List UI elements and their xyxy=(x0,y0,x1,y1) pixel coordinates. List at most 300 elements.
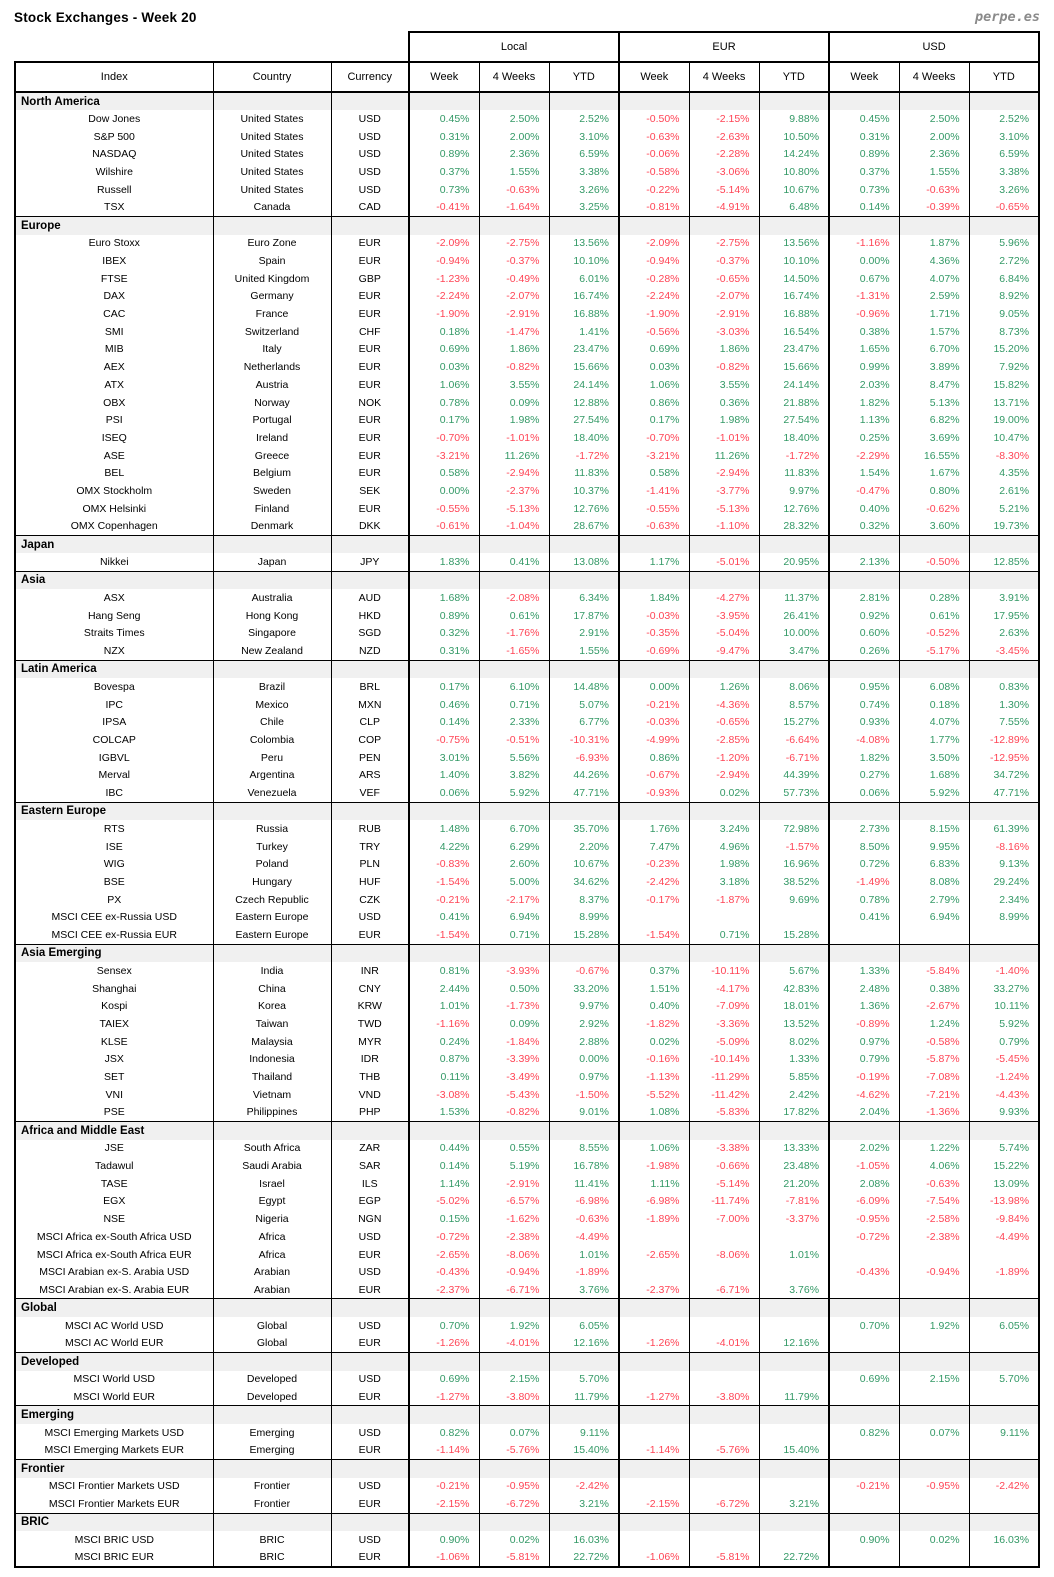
index-cell: BEL xyxy=(15,464,213,482)
value-cell: 1.41% xyxy=(549,323,619,341)
index-cell: MSCI World USD xyxy=(15,1371,213,1389)
value-cell: -0.72% xyxy=(409,1228,479,1246)
currency-cell: ILS xyxy=(331,1175,409,1193)
country-cell: United States xyxy=(213,146,331,164)
section-cell xyxy=(689,1459,759,1477)
section-label: Frontier xyxy=(15,1459,213,1477)
value-cell: 1.24% xyxy=(899,1015,969,1033)
value-cell: 6.70% xyxy=(479,820,549,838)
index-cell: EGX xyxy=(15,1193,213,1211)
country-cell: China xyxy=(213,980,331,998)
value-cell: 16.96% xyxy=(759,856,829,874)
value-cell: -1.82% xyxy=(619,1015,689,1033)
section-cell xyxy=(479,535,549,553)
value-cell: -2.09% xyxy=(409,235,479,253)
index-cell: TSX xyxy=(15,199,213,217)
country-cell: Australia xyxy=(213,589,331,607)
section-cell xyxy=(409,1459,479,1477)
col-header-week: Week xyxy=(829,62,899,92)
value-cell: 1.01% xyxy=(409,998,479,1016)
value-cell: 0.97% xyxy=(829,1033,899,1051)
currency-cell: IDR xyxy=(331,1051,409,1069)
value-cell: -1.89% xyxy=(969,1263,1039,1281)
section-cell xyxy=(213,1406,331,1424)
value-cell: 0.78% xyxy=(829,891,899,909)
section-cell xyxy=(619,1459,689,1477)
section-cell xyxy=(213,660,331,678)
index-cell: Hang Seng xyxy=(15,607,213,625)
value-cell: 3.10% xyxy=(549,128,619,146)
country-cell: United Kingdom xyxy=(213,270,331,288)
value-cell: 5.96% xyxy=(969,235,1039,253)
value-cell: 1.51% xyxy=(619,980,689,998)
value-cell: -6.71% xyxy=(479,1281,549,1299)
value-cell: 0.18% xyxy=(899,696,969,714)
value-cell: 0.45% xyxy=(829,110,899,128)
value-cell: 2.48% xyxy=(829,980,899,998)
value-cell xyxy=(829,1549,899,1567)
index-cell: Dow Jones xyxy=(15,110,213,128)
table-row xyxy=(15,838,1039,856)
section-cell xyxy=(689,92,759,110)
section-cell xyxy=(969,1406,1039,1424)
section-cell xyxy=(549,1121,619,1139)
value-cell xyxy=(899,1246,969,1264)
value-cell: 29.24% xyxy=(969,873,1039,891)
index-cell: Shanghai xyxy=(15,980,213,998)
value-cell: -9.47% xyxy=(689,642,759,660)
value-cell: -6.72% xyxy=(479,1495,549,1513)
country-cell: Saudi Arabia xyxy=(213,1157,331,1175)
value-cell: 2.63% xyxy=(969,625,1039,643)
value-cell: 0.17% xyxy=(409,678,479,696)
index-cell: Sensex xyxy=(15,962,213,980)
value-cell: 47.71% xyxy=(549,784,619,802)
value-cell: 13.52% xyxy=(759,1015,829,1033)
country-cell: Austria xyxy=(213,376,331,394)
section-cell xyxy=(213,1121,331,1139)
value-cell: 1.82% xyxy=(829,394,899,412)
table-row xyxy=(15,411,1039,429)
value-cell: 2.50% xyxy=(479,110,549,128)
value-cell xyxy=(829,1246,899,1264)
section-cell xyxy=(331,944,409,962)
value-cell: -2.09% xyxy=(619,235,689,253)
value-cell xyxy=(969,1335,1039,1353)
value-cell: -6.93% xyxy=(549,749,619,767)
value-cell: -4.08% xyxy=(829,731,899,749)
currency-cell: SGD xyxy=(331,625,409,643)
value-cell: -0.21% xyxy=(829,1478,899,1496)
country-cell: Africa xyxy=(213,1228,331,1246)
value-cell: -2.28% xyxy=(689,146,759,164)
value-cell: 1.76% xyxy=(619,820,689,838)
value-cell: 14.24% xyxy=(759,146,829,164)
index-cell: MSCI Emerging Markets EUR xyxy=(15,1442,213,1460)
section-cell xyxy=(899,1406,969,1424)
value-cell: 9.01% xyxy=(549,1104,619,1122)
table-row xyxy=(15,1193,1039,1211)
value-cell: -0.63% xyxy=(549,1210,619,1228)
value-cell: 0.24% xyxy=(409,1033,479,1051)
section-cell xyxy=(899,216,969,234)
section-cell xyxy=(899,1459,969,1477)
value-cell: -2.07% xyxy=(689,288,759,306)
value-cell: -0.52% xyxy=(899,625,969,643)
group-header-usd: USD xyxy=(829,32,1039,62)
value-cell: 5.70% xyxy=(549,1371,619,1389)
value-cell: 2.52% xyxy=(969,110,1039,128)
value-cell xyxy=(619,1478,689,1496)
value-cell xyxy=(969,926,1039,944)
value-cell: -0.72% xyxy=(829,1228,899,1246)
value-cell: -0.94% xyxy=(479,1263,549,1281)
value-cell: 0.06% xyxy=(829,784,899,802)
table-row xyxy=(15,856,1039,874)
value-cell: 10.67% xyxy=(549,856,619,874)
value-cell: 2.03% xyxy=(829,376,899,394)
section-cell xyxy=(759,660,829,678)
index-cell: ASE xyxy=(15,447,213,465)
value-cell: 0.69% xyxy=(409,341,479,359)
value-cell: 0.69% xyxy=(409,1371,479,1389)
value-cell: -4.43% xyxy=(969,1086,1039,1104)
value-cell: -6.98% xyxy=(549,1193,619,1211)
index-cell: MSCI Frontier Markets USD xyxy=(15,1478,213,1496)
value-cell: 9.97% xyxy=(549,998,619,1016)
value-cell: 0.06% xyxy=(409,784,479,802)
value-cell: 0.80% xyxy=(899,482,969,500)
value-cell: -0.50% xyxy=(899,553,969,571)
value-cell: 10.67% xyxy=(759,181,829,199)
table-row xyxy=(15,500,1039,518)
index-cell: MSCI AC World USD xyxy=(15,1317,213,1335)
value-cell: -8.30% xyxy=(969,447,1039,465)
country-cell: Sweden xyxy=(213,482,331,500)
value-cell: 3.91% xyxy=(969,589,1039,607)
value-cell: -0.41% xyxy=(409,199,479,217)
value-cell: -3.06% xyxy=(689,163,759,181)
table-row xyxy=(15,749,1039,767)
country-cell: Czech Republic xyxy=(213,891,331,909)
value-cell: -1.41% xyxy=(619,482,689,500)
value-cell: 0.38% xyxy=(899,980,969,998)
value-cell: 33.20% xyxy=(549,980,619,998)
value-cell: -6.71% xyxy=(689,1281,759,1299)
table-row xyxy=(15,447,1039,465)
currency-cell: USD xyxy=(331,1263,409,1281)
country-cell: Global xyxy=(213,1335,331,1353)
col-header-ytd: YTD xyxy=(549,62,619,92)
value-cell: 0.86% xyxy=(619,394,689,412)
section-cell xyxy=(759,1406,829,1424)
value-cell xyxy=(759,1263,829,1281)
value-cell: -7.00% xyxy=(689,1210,759,1228)
section-cell xyxy=(759,1459,829,1477)
section-cell xyxy=(409,92,479,110)
index-cell: DAX xyxy=(15,288,213,306)
value-cell: 0.74% xyxy=(829,696,899,714)
country-cell: Poland xyxy=(213,856,331,874)
value-cell: 2.02% xyxy=(829,1140,899,1158)
value-cell: 3.38% xyxy=(969,163,1039,181)
table-row xyxy=(15,909,1039,927)
value-cell: -3.45% xyxy=(969,642,1039,660)
value-cell: 0.71% xyxy=(689,926,759,944)
currency-cell: AUD xyxy=(331,589,409,607)
country-cell: Belgium xyxy=(213,464,331,482)
value-cell: 1.53% xyxy=(409,1104,479,1122)
value-cell: -1.64% xyxy=(479,199,549,217)
section-cell xyxy=(969,1121,1039,1139)
table-row xyxy=(15,678,1039,696)
value-cell: -4.62% xyxy=(829,1086,899,1104)
value-cell: -2.08% xyxy=(479,589,549,607)
value-cell: -1.54% xyxy=(409,873,479,891)
value-cell xyxy=(759,1478,829,1496)
value-cell: 21.20% xyxy=(759,1175,829,1193)
table-row xyxy=(15,731,1039,749)
value-cell: -0.21% xyxy=(409,891,479,909)
section-cell xyxy=(549,1459,619,1477)
value-cell: -4.01% xyxy=(479,1335,549,1353)
value-cell: -4.36% xyxy=(689,696,759,714)
value-cell: -1.16% xyxy=(409,1015,479,1033)
value-cell: 7.47% xyxy=(619,838,689,856)
value-cell: -0.94% xyxy=(409,252,479,270)
value-cell: -2.42% xyxy=(969,1478,1039,1496)
currency-cell: EUR xyxy=(331,1442,409,1460)
value-cell: -5.83% xyxy=(689,1104,759,1122)
value-cell: -11.42% xyxy=(689,1086,759,1104)
table-row xyxy=(15,980,1039,998)
currency-cell: SEK xyxy=(331,482,409,500)
col-header-ytd: YTD xyxy=(759,62,829,92)
value-cell: -0.89% xyxy=(829,1015,899,1033)
value-cell: 11.26% xyxy=(479,447,549,465)
value-cell: -1.72% xyxy=(549,447,619,465)
section-row xyxy=(15,1352,1039,1370)
value-cell xyxy=(969,1442,1039,1460)
value-cell: 14.48% xyxy=(549,678,619,696)
value-cell: -2.58% xyxy=(899,1210,969,1228)
currency-cell: EUR xyxy=(331,411,409,429)
value-cell: -0.55% xyxy=(619,500,689,518)
value-cell: 9.11% xyxy=(969,1424,1039,1442)
value-cell: 6.08% xyxy=(899,678,969,696)
table-row xyxy=(15,518,1039,536)
value-cell: 6.82% xyxy=(899,411,969,429)
value-cell: 10.47% xyxy=(969,429,1039,447)
value-cell xyxy=(969,1388,1039,1406)
value-cell: 15.40% xyxy=(549,1442,619,1460)
value-cell: 1.57% xyxy=(899,323,969,341)
country-cell: United States xyxy=(213,181,331,199)
value-cell: -0.96% xyxy=(829,305,899,323)
value-cell: 20.95% xyxy=(759,553,829,571)
value-cell: 13.09% xyxy=(969,1175,1039,1193)
value-cell: -8.06% xyxy=(689,1246,759,1264)
section-cell xyxy=(689,535,759,553)
value-cell: 10.11% xyxy=(969,998,1039,1016)
value-cell: -1.73% xyxy=(479,998,549,1016)
value-cell: -1.89% xyxy=(549,1263,619,1281)
value-cell: -1.98% xyxy=(619,1157,689,1175)
value-cell: 1.86% xyxy=(479,341,549,359)
section-row xyxy=(15,535,1039,553)
value-cell xyxy=(619,1317,689,1335)
value-cell: 6.59% xyxy=(969,146,1039,164)
index-cell: MSCI World EUR xyxy=(15,1388,213,1406)
value-cell: 5.67% xyxy=(759,962,829,980)
country-cell: Japan xyxy=(213,553,331,571)
section-row xyxy=(15,92,1039,110)
table-row xyxy=(15,1531,1039,1549)
value-cell: 11.79% xyxy=(549,1388,619,1406)
index-cell: BSE xyxy=(15,873,213,891)
value-cell: 0.09% xyxy=(479,1015,549,1033)
section-cell xyxy=(331,1513,409,1531)
col-header-week: Week xyxy=(619,62,689,92)
table-row xyxy=(15,1228,1039,1246)
table-row xyxy=(15,1495,1039,1513)
value-cell: -3.39% xyxy=(479,1051,549,1069)
section-row xyxy=(15,1299,1039,1317)
currency-cell: NGN xyxy=(331,1210,409,1228)
value-cell: 17.87% xyxy=(549,607,619,625)
section-cell xyxy=(969,1299,1039,1317)
value-cell: -12.95% xyxy=(969,749,1039,767)
table-row xyxy=(15,642,1039,660)
value-cell: 2.36% xyxy=(899,146,969,164)
value-cell: 1.55% xyxy=(479,163,549,181)
section-row xyxy=(15,216,1039,234)
value-cell: -10.11% xyxy=(689,962,759,980)
section-cell xyxy=(619,802,689,820)
value-cell: 12.85% xyxy=(969,553,1039,571)
value-cell: -1.05% xyxy=(829,1157,899,1175)
value-cell: 1.98% xyxy=(689,411,759,429)
table-row xyxy=(15,1335,1039,1353)
value-cell: -0.94% xyxy=(619,252,689,270)
value-cell: 1.87% xyxy=(899,235,969,253)
value-cell: -0.95% xyxy=(479,1478,549,1496)
currency-cell: ARS xyxy=(331,767,409,785)
value-cell: 2.91% xyxy=(549,625,619,643)
section-cell xyxy=(619,660,689,678)
value-cell: 0.95% xyxy=(829,678,899,696)
value-cell: 5.92% xyxy=(969,1015,1039,1033)
value-cell: -5.76% xyxy=(479,1442,549,1460)
index-cell: VNI xyxy=(15,1086,213,1104)
value-cell: 8.57% xyxy=(759,696,829,714)
value-cell: -5.81% xyxy=(479,1549,549,1567)
section-cell xyxy=(409,802,479,820)
section-cell xyxy=(549,1513,619,1531)
index-cell: IGBVL xyxy=(15,749,213,767)
value-cell: -1.27% xyxy=(619,1388,689,1406)
col-header-currency: Currency xyxy=(331,62,409,92)
value-cell: 9.95% xyxy=(899,838,969,856)
section-cell xyxy=(689,571,759,589)
currency-cell: EUR xyxy=(331,341,409,359)
currency-cell: CHF xyxy=(331,323,409,341)
value-cell: 0.37% xyxy=(409,163,479,181)
section-cell xyxy=(829,1121,899,1139)
value-cell: 27.54% xyxy=(759,411,829,429)
section-cell xyxy=(549,1406,619,1424)
section-cell xyxy=(899,1121,969,1139)
index-cell: OMX Copenhagen xyxy=(15,518,213,536)
value-cell: 9.11% xyxy=(549,1424,619,1442)
currency-cell: TWD xyxy=(331,1015,409,1033)
section-cell xyxy=(549,660,619,678)
section-cell xyxy=(213,1352,331,1370)
value-cell: -5.45% xyxy=(969,1051,1039,1069)
value-cell: 8.92% xyxy=(969,288,1039,306)
index-cell: MSCI Frontier Markets EUR xyxy=(15,1495,213,1513)
index-cell: Kospi xyxy=(15,998,213,1016)
index-cell: COLCAP xyxy=(15,731,213,749)
value-cell: -1.10% xyxy=(689,518,759,536)
value-cell: 4.96% xyxy=(689,838,759,856)
currency-cell: VEF xyxy=(331,784,409,802)
value-cell: -0.35% xyxy=(619,625,689,643)
value-cell: -10.31% xyxy=(549,731,619,749)
currency-cell: EUR xyxy=(331,464,409,482)
value-cell: -11.74% xyxy=(689,1193,759,1211)
country-cell: Taiwan xyxy=(213,1015,331,1033)
value-cell: -12.89% xyxy=(969,731,1039,749)
table-body xyxy=(15,92,1039,1567)
section-cell xyxy=(619,92,689,110)
value-cell: -0.63% xyxy=(619,128,689,146)
value-cell: 2.34% xyxy=(969,891,1039,909)
section-cell xyxy=(331,535,409,553)
value-cell: 1.55% xyxy=(899,163,969,181)
value-cell xyxy=(829,1388,899,1406)
value-cell: 1.17% xyxy=(619,553,689,571)
value-cell: 0.82% xyxy=(829,1424,899,1442)
value-cell xyxy=(759,909,829,927)
value-cell: 0.60% xyxy=(829,625,899,643)
index-cell: MSCI CEE ex-Russia USD xyxy=(15,909,213,927)
value-cell: -2.38% xyxy=(899,1228,969,1246)
country-cell: Euro Zone xyxy=(213,235,331,253)
section-cell xyxy=(759,1121,829,1139)
country-cell: Africa xyxy=(213,1246,331,1264)
value-cell: -5.02% xyxy=(409,1193,479,1211)
section-label: Asia Emerging xyxy=(15,944,213,962)
country-cell: Venezuela xyxy=(213,784,331,802)
value-cell xyxy=(899,1388,969,1406)
value-cell: 61.39% xyxy=(969,820,1039,838)
country-cell: Portugal xyxy=(213,411,331,429)
value-cell: -0.58% xyxy=(899,1033,969,1051)
section-cell xyxy=(549,944,619,962)
currency-cell: HKD xyxy=(331,607,409,625)
value-cell: -5.14% xyxy=(689,181,759,199)
col-header-week: Week xyxy=(409,62,479,92)
value-cell: -1.40% xyxy=(969,962,1039,980)
value-cell: 28.32% xyxy=(759,518,829,536)
section-cell xyxy=(213,802,331,820)
value-cell: 12.76% xyxy=(549,500,619,518)
value-cell: 6.48% xyxy=(759,199,829,217)
value-cell xyxy=(829,1495,899,1513)
value-cell: 7.92% xyxy=(969,358,1039,376)
value-cell: 0.15% xyxy=(409,1210,479,1228)
